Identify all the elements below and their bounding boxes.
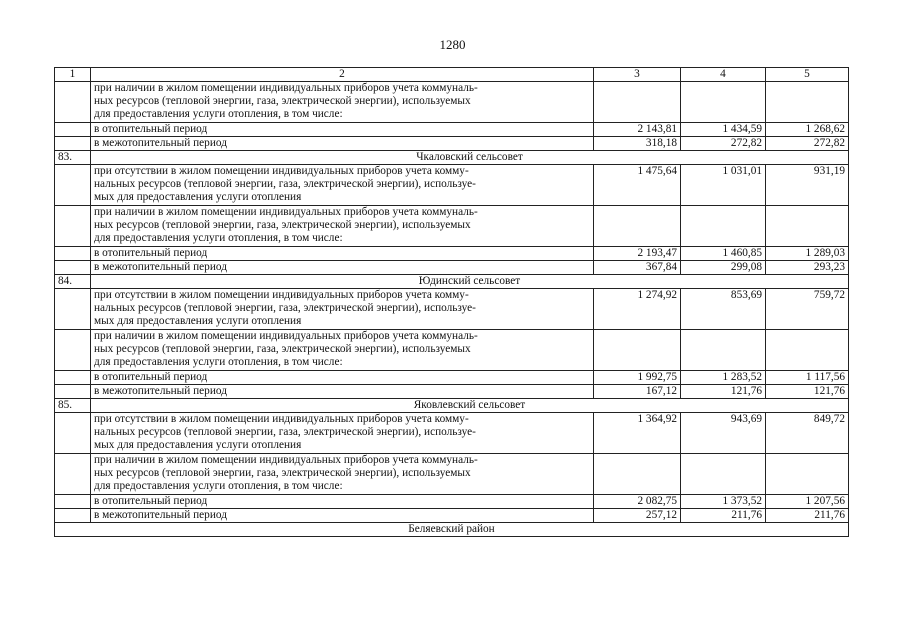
row-number xyxy=(55,261,91,275)
value-col-3 xyxy=(594,206,681,247)
description-line: мых для предоставления услуги отопления xyxy=(94,315,302,327)
value-col-3: 1 992,75 xyxy=(594,371,681,385)
value-col-5: 1 207,56 xyxy=(766,495,849,509)
section-title: Чкаловский сельсовет xyxy=(91,151,849,165)
value-col-4: 211,76 xyxy=(681,509,766,523)
description-line: мых для предоставления услуги отопления xyxy=(94,191,302,203)
value-col-5: 931,19 xyxy=(766,165,849,206)
table-row xyxy=(55,82,849,123)
value-col-3: 2 193,47 xyxy=(594,247,681,261)
value-col-5: 849,72 xyxy=(766,413,849,454)
description-line: для предоставления услуги отопления, в том числе: xyxy=(94,480,343,492)
row-description: в межотопительный период xyxy=(91,385,594,399)
table-row xyxy=(55,509,849,523)
description-line: ных ресурсов (тепловой энергии, газа, электрической энергии), используемых xyxy=(94,95,471,107)
row-description: в межотопительный период xyxy=(91,509,594,523)
value-col-5 xyxy=(766,206,849,247)
value-col-4: 272,82 xyxy=(681,137,766,151)
value-col-3 xyxy=(594,82,681,123)
description-line: при наличии в жилом помещении индивидуальных приборов учета коммуналь- xyxy=(94,454,478,466)
value-col-3 xyxy=(594,454,681,495)
value-col-3: 1 364,92 xyxy=(594,413,681,454)
table-header-row xyxy=(55,68,849,82)
section-number: 83. xyxy=(55,151,91,165)
value-col-4: 299,08 xyxy=(681,261,766,275)
value-col-3: 167,12 xyxy=(594,385,681,399)
table-row xyxy=(55,413,849,454)
value-col-4 xyxy=(681,82,766,123)
table-row xyxy=(55,371,849,385)
description-line: ных ресурсов (тепловой энергии, газа, электрической энергии), используемых xyxy=(94,467,471,479)
value-col-4: 1 031,01 xyxy=(681,165,766,206)
description-line: при отсутствии в жилом помещении индивидуальных приборов учета комму- xyxy=(94,165,469,177)
row-description: в отопительный период xyxy=(91,123,594,137)
table-row xyxy=(55,330,849,371)
table-row xyxy=(55,385,849,399)
row-description xyxy=(91,454,594,495)
table-body xyxy=(55,82,849,537)
description-line: при наличии в жилом помещении индивидуальных приборов учета коммуналь- xyxy=(94,82,478,94)
description-line: для предоставления услуги отопления, в том числе: xyxy=(94,232,343,244)
section-number: 84. xyxy=(55,275,91,289)
value-col-4: 1 373,52 xyxy=(681,495,766,509)
row-description: в отопительный период xyxy=(91,371,594,385)
row-description: в межотопительный период xyxy=(91,261,594,275)
description-line: при наличии в жилом помещении индивидуальных приборов учета коммуналь- xyxy=(94,330,478,342)
row-number xyxy=(55,165,91,206)
value-col-4: 853,69 xyxy=(681,289,766,330)
row-number xyxy=(55,495,91,509)
tariff-table xyxy=(54,67,849,537)
value-col-5 xyxy=(766,454,849,495)
row-description xyxy=(91,206,594,247)
row-number xyxy=(55,509,91,523)
row-description xyxy=(91,165,594,206)
value-col-4: 1 283,52 xyxy=(681,371,766,385)
column-header-1: 1 xyxy=(55,68,91,82)
value-col-3: 2 082,75 xyxy=(594,495,681,509)
value-col-3: 318,18 xyxy=(594,137,681,151)
row-number xyxy=(55,330,91,371)
value-col-3: 257,12 xyxy=(594,509,681,523)
table-row xyxy=(55,289,849,330)
row-description xyxy=(91,289,594,330)
column-header-2: 2 xyxy=(91,68,594,82)
value-col-5: 1 289,03 xyxy=(766,247,849,261)
description-line: для предоставления услуги отопления, в том числе: xyxy=(94,356,343,368)
table-row xyxy=(55,123,849,137)
description-line: при отсутствии в жилом помещении индивидуальных приборов учета комму- xyxy=(94,289,469,301)
description-line: при наличии в жилом помещении индивидуальных приборов учета коммуналь- xyxy=(94,206,478,218)
value-col-3 xyxy=(594,330,681,371)
value-col-4 xyxy=(681,206,766,247)
value-col-4: 1 460,85 xyxy=(681,247,766,261)
table-row xyxy=(55,247,849,261)
table-row xyxy=(55,261,849,275)
value-col-4 xyxy=(681,454,766,495)
value-col-4: 121,76 xyxy=(681,385,766,399)
description-line: нальных ресурсов (тепловой энергии, газа, электрической энергии), используе- xyxy=(94,178,476,190)
row-description: в отопительный период xyxy=(91,247,594,261)
value-col-5 xyxy=(766,82,849,123)
row-description xyxy=(91,82,594,123)
row-number xyxy=(55,247,91,261)
value-col-5: 272,82 xyxy=(766,137,849,151)
table-row xyxy=(55,454,849,495)
description-line: ных ресурсов (тепловой энергии, газа, электрической энергии), используемых xyxy=(94,219,471,231)
value-col-5 xyxy=(766,330,849,371)
value-col-5: 211,76 xyxy=(766,509,849,523)
district-row xyxy=(55,523,849,537)
value-col-5: 1 117,56 xyxy=(766,371,849,385)
column-header-4: 4 xyxy=(681,68,766,82)
section-row xyxy=(55,151,849,165)
row-number xyxy=(55,371,91,385)
column-header-5: 5 xyxy=(766,68,849,82)
section-row xyxy=(55,275,849,289)
value-col-3: 2 143,81 xyxy=(594,123,681,137)
row-number xyxy=(55,82,91,123)
row-number xyxy=(55,206,91,247)
section-number: 85. xyxy=(55,399,91,413)
description-line: ных ресурсов (тепловой энергии, газа, электрической энергии), используемых xyxy=(94,343,471,355)
value-col-5: 1 268,62 xyxy=(766,123,849,137)
section-title: Юдинский сельсовет xyxy=(91,275,849,289)
row-description xyxy=(91,413,594,454)
description-line: нальных ресурсов (тепловой энергии, газа, электрической энергии), используе- xyxy=(94,426,476,438)
table-row xyxy=(55,137,849,151)
table-row xyxy=(55,495,849,509)
row-number xyxy=(55,137,91,151)
section-row xyxy=(55,399,849,413)
value-col-4: 1 434,59 xyxy=(681,123,766,137)
value-col-3: 367,84 xyxy=(594,261,681,275)
table-row xyxy=(55,165,849,206)
description-line: для предоставления услуги отопления, в том числе: xyxy=(94,108,343,120)
table-row xyxy=(55,206,849,247)
row-description xyxy=(91,330,594,371)
district-title: Беляевский район xyxy=(55,523,849,537)
row-number xyxy=(55,123,91,137)
value-col-5: 293,23 xyxy=(766,261,849,275)
description-line: при отсутствии в жилом помещении индивидуальных приборов учета комму- xyxy=(94,413,469,425)
value-col-4 xyxy=(681,330,766,371)
value-col-4: 943,69 xyxy=(681,413,766,454)
page-number: 1280 xyxy=(439,37,466,52)
value-col-5: 759,72 xyxy=(766,289,849,330)
value-col-3: 1 274,92 xyxy=(594,289,681,330)
value-col-5: 121,76 xyxy=(766,385,849,399)
row-number xyxy=(55,289,91,330)
description-line: нальных ресурсов (тепловой энергии, газа, электрической энергии), используе- xyxy=(94,302,476,314)
row-number xyxy=(55,454,91,495)
row-number xyxy=(55,413,91,454)
value-col-3: 1 475,64 xyxy=(594,165,681,206)
section-title: Яковлевский сельсовет xyxy=(91,399,849,413)
row-description: в межотопительный период xyxy=(91,137,594,151)
column-header-3: 3 xyxy=(594,68,681,82)
row-number xyxy=(55,385,91,399)
row-description: в отопительный период xyxy=(91,495,594,509)
description-line: мых для предоставления услуги отопления xyxy=(94,439,302,451)
